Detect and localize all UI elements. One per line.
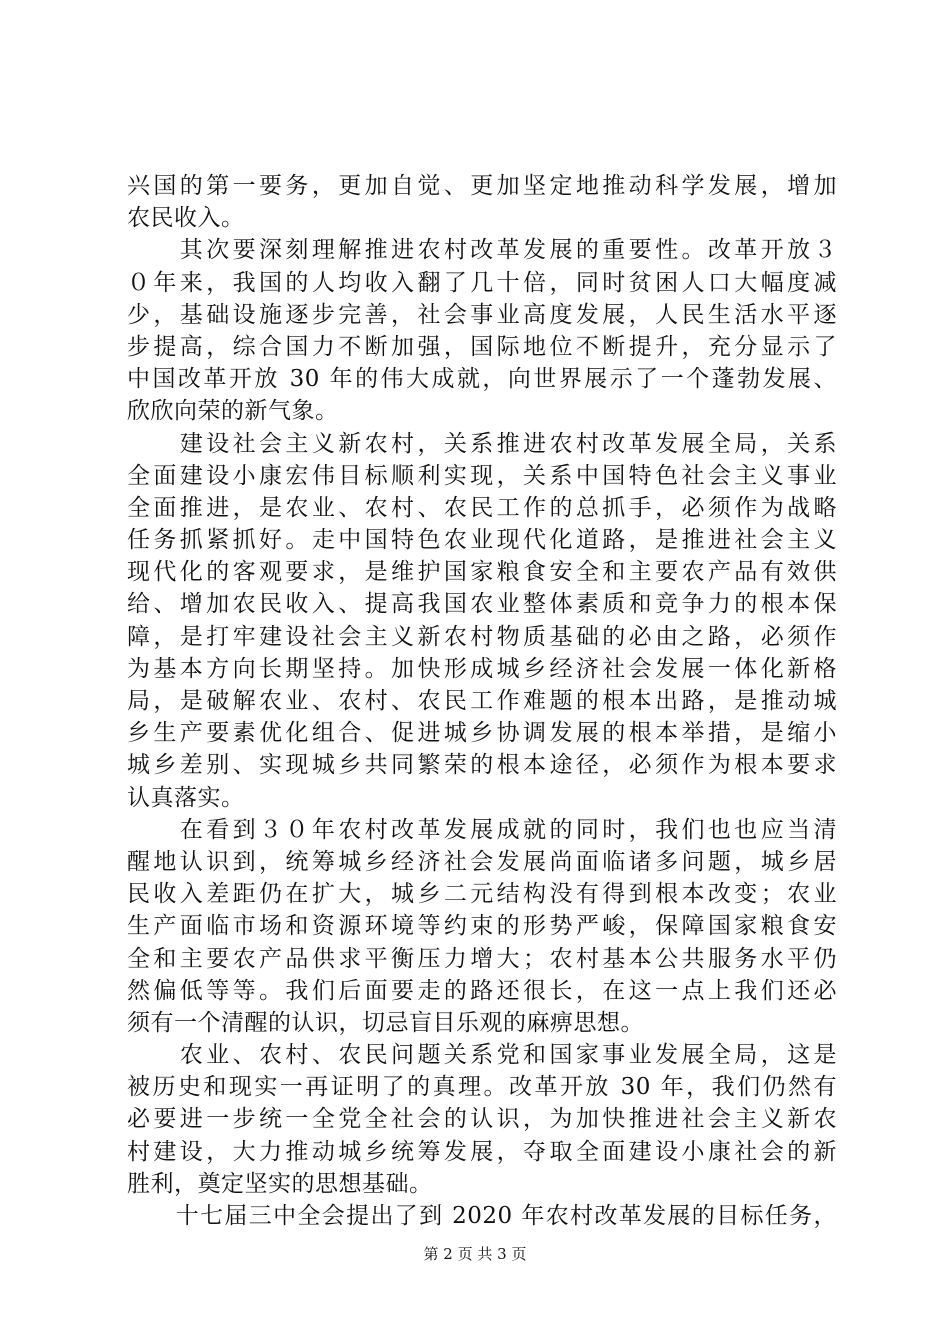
text-line: 全和主要农产品供求平衡压力增大；农村基本公共服务水平仍 xyxy=(127,945,837,972)
text-line: 被历史和现实一再证明了的真理。改革开放 30 年，我们仍然有 xyxy=(127,1074,837,1101)
text-line: 十七届三中全会提出了到 2020 年农村改革发展的目标任务， xyxy=(127,1203,837,1229)
text-line: 在看到３０年农村改革发展成就的同时，我们也也应当清 xyxy=(127,816,837,843)
text-line: 民收入差距仍在扩大，城乡二元结构没有得到根本改变；农业 xyxy=(127,881,837,908)
text-line: 认真落实。 xyxy=(127,784,245,811)
text-line: 为基本方向长期坚持。加快形成城乡经济社会发展一体化新格 xyxy=(127,655,837,682)
text-line: 醒地认识到，统筹城乡经济社会发展尚面临诸多问题，城乡居 xyxy=(127,848,837,875)
text-line: 现代化的客观要求，是维护国家粮食安全和主要农产品有效供 xyxy=(127,559,837,586)
text-line: 城乡差别、实现城乡共同繁荣的根本途径，必须作为根本要求 xyxy=(127,752,837,779)
text-line: 农业、农村、农民问题关系党和国家事业发展全局，这是 xyxy=(127,1042,837,1069)
text-line: 兴国的第一要务，更加自觉、更加坚定地推动科学发展，增加 xyxy=(127,173,837,199)
text-line: 须有一个清醒的认识，切忌盲目乐观的麻痹思想。 xyxy=(127,1009,644,1036)
text-line: 村建设，大力推动城乡统筹发展，夺取全面建设小康社会的新 xyxy=(127,1138,837,1165)
text-line: 全面推进，是农业、农村、农民工作的总抓手，必须作为战略 xyxy=(127,494,837,521)
text-line: 步提高，综合国力不断加强，国际地位不断提升，充分显示了 xyxy=(127,333,837,360)
text-line: 少，基础设施逐步完善，社会事业高度发展，人民生活水平逐 xyxy=(127,301,837,328)
text-line: 必要进一步统一全党全社会的认识，为加快推进社会主义新农 xyxy=(127,1106,837,1133)
text-line: 中国改革开放 30 年的伟大成就，向世界展示了一个蓬勃发展、 xyxy=(127,366,837,393)
text-line: 农民收入。 xyxy=(127,205,245,232)
document-body xyxy=(127,170,837,1232)
text-line: 障，是打牢建设社会主义新农村物质基础的必由之路，必须作 xyxy=(127,623,837,650)
text-line: 建设社会主义新农村，关系推进农村改革发展全局，关系 xyxy=(127,430,837,457)
text-line: 局，是破解农业、农村、农民工作难题的根本出路，是推动城 xyxy=(127,688,837,714)
page-footer: 第 2 页 共 3 页 xyxy=(423,1245,527,1263)
text-line: 全面建设小康宏伟目标顺利实现，关系中国特色社会主义事业 xyxy=(127,462,837,489)
text-line: 生产面临市场和资源环境等约束的形势严峻，保障国家粮食安 xyxy=(127,913,837,940)
text-line: 胜利，奠定坚实的思想基础。 xyxy=(127,1170,433,1197)
text-line: 其次要深刻理解推进农村改革发展的重要性。改革开放３ xyxy=(127,237,837,264)
text-line: 欣欣向荣的新气象。 xyxy=(127,398,339,425)
text-line: 乡生产要素优化组合、促进城乡协调发展的根本举措，是缩小 xyxy=(127,720,837,747)
text-line: 任务抓紧抓好。走中国特色农业现代化道路，是推进社会主义 xyxy=(127,527,837,554)
text-line: ０年来，我国的人均收入翻了几十倍，同时贫困人口大幅度减 xyxy=(127,269,837,296)
text-line: 给、增加农民收入、提高我国农业整体素质和竞争力的根本保 xyxy=(127,591,837,618)
text-line: 然偏低等等。我们后面要走的路还很长，在这一点上我们还必 xyxy=(127,977,837,1004)
